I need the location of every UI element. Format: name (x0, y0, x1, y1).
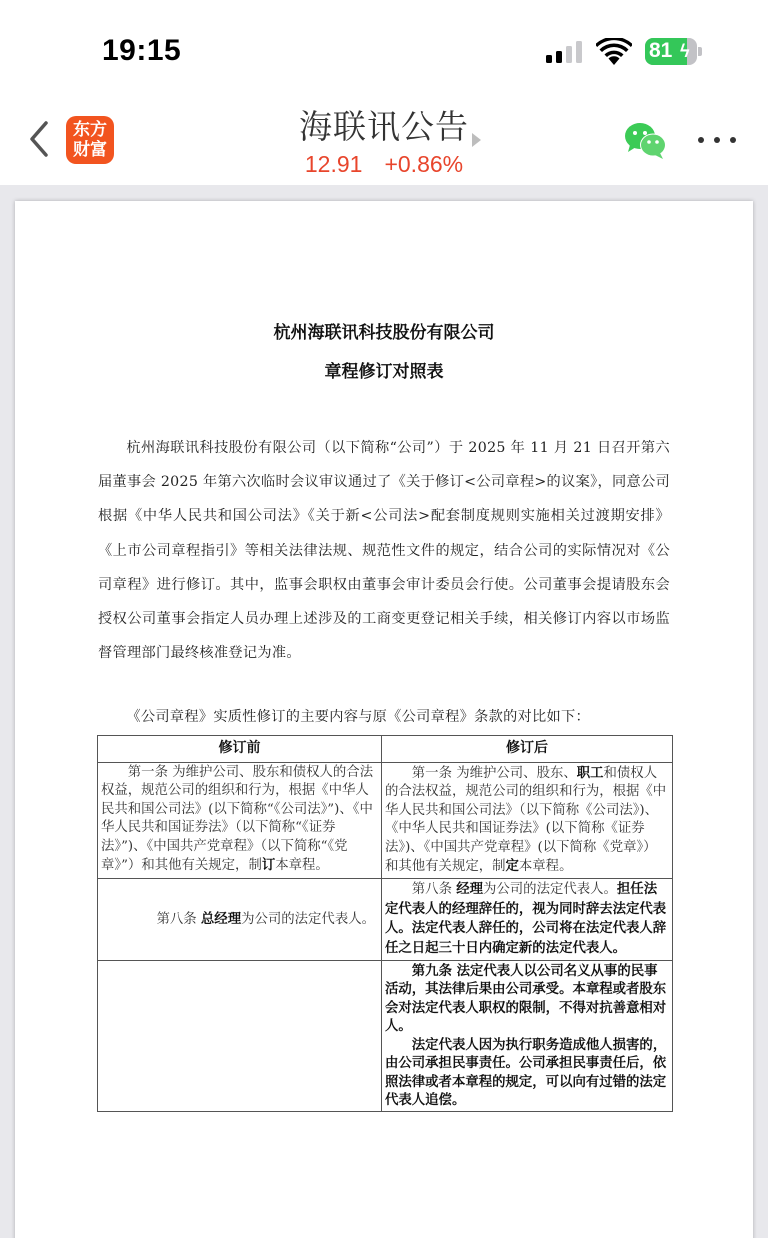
text: 本章程。 (518, 859, 573, 875)
text: 为公司的法定代表人。 (241, 911, 375, 927)
cell-after (382, 961, 673, 1112)
document-company-title: 杭州海联讯科技股份有限公司 (273, 323, 495, 343)
title-expand-arrow-icon[interactable] (472, 133, 481, 147)
battery-percent: 81 (649, 39, 673, 62)
cell-after (382, 763, 673, 879)
stock-price: 12.91 (304, 151, 363, 177)
bold-change: 职工 (576, 765, 604, 781)
bold-change: 经理 (456, 881, 484, 898)
text: 第八条 (156, 911, 201, 927)
cell-after (382, 879, 673, 961)
cellular-signal-icon (546, 41, 586, 63)
text: 第一条 为维护公司、股东和债权人的合法权益，规范公司的组织和行为，根据《中华人民共和国公司法》(以下简称“《公司法》”)、《中华人民共和国证券法》（以下简称“《证券法》”)、《中国共产党章程》（以下简称“《党章》”）和其他有关规定，制 (101, 765, 374, 874)
bold-change: 总经理 (200, 910, 242, 927)
column-header-before: 修订前 (98, 736, 382, 763)
table-header-row (98, 736, 673, 763)
bold-change: 订 (261, 857, 276, 874)
cell-before (98, 879, 382, 961)
status-time: 19:15 (102, 34, 182, 67)
stock-change: +0.86% (384, 151, 464, 177)
more-dot (730, 137, 736, 143)
document-page[interactable] (15, 201, 753, 1238)
battery-icon (645, 38, 703, 65)
nav-header (0, 95, 768, 185)
app-logo-line1: 东方 (73, 120, 107, 140)
table-row (98, 879, 673, 961)
text: 为公司的法定代表人。 (483, 882, 617, 898)
text: 第八条 (411, 882, 457, 898)
page-title: 海联讯公告 (299, 107, 469, 146)
wifi-icon (596, 38, 632, 66)
text: 和债权人的合法权益，规范公司的组织和行为，根据《中华人民共和国公司法》（以下简称《公司法》)、《中华人民共和国证券法》(以下简称《证券法》)、《中国共产党章程》(以下简称《党章》）和其他有关规定，制 (385, 766, 667, 875)
cell-before (98, 763, 382, 879)
document-subtitle: 章程修订对照表 (324, 362, 444, 382)
text: 第九条 法定代表人以公司名义从事的民事活动，其法律后果由公司承受。本章程或者股东会对法定代表人职权的限制，不得对抗善意相对人。 (385, 963, 667, 1035)
text: 法定代表人因为执行职务造成他人损害的，由公司承担民事责任。公司承担民事责任后，依照法律或者本章程的规定，可以向有过错的法定代表人追偿。 (385, 1036, 667, 1108)
bold-change: 定 (505, 858, 519, 875)
document-paragraph: 杭州海联讯科技股份有限公司（以下简称“公司”）于 2025 年 11 月 21 日召开第六届董事会 2025 年第六次临时会议审议通过了《关于修订<公司章程>的议案》，同意公司根据《中华人民共和国公司法》《关于新<公司法>配套制度规则实施相关过渡期安排》《上市公司章程指引》等相关法律法规、规范性文件的规定，结合公司的实际情况对《公司章程》进行修订。其中，监事会职权由董事会审计委员会行使。公司董事会提请股东会授权公司董事会指定人员办理上述涉及的工商变更登记相关手续，相关修订内容以市场监督管理部门最终核准登记为准。 (98, 440, 670, 662)
text: 第一条 为维护公司、股东、 (411, 766, 577, 781)
app-logo-line2: 财富 (73, 140, 107, 160)
charging-bolt-icon: ϟ (680, 41, 690, 61)
text: 本章程。 (275, 858, 329, 874)
comparison-table (97, 735, 673, 1112)
cell-before-empty (98, 961, 382, 1112)
table-row (98, 961, 673, 1112)
table-row (98, 763, 673, 879)
status-bar (0, 0, 768, 95)
more-dot (714, 137, 720, 143)
comparison-intro: 《公司章程》实质性修订的主要内容与原《公司章程》条款的对比如下： (126, 709, 590, 725)
bold-change: 担任法定代表人的经理辞任的，视为同时辞去法定代表人。法定代表人辞任的，公司将在法定代表人辞任之日起三十日内确定新的法定代表人。 (385, 881, 667, 956)
column-header-after: 修订后 (382, 736, 673, 763)
wechat-share-button[interactable] (624, 121, 668, 161)
more-dot (698, 137, 704, 143)
more-options-button[interactable] (698, 131, 736, 149)
